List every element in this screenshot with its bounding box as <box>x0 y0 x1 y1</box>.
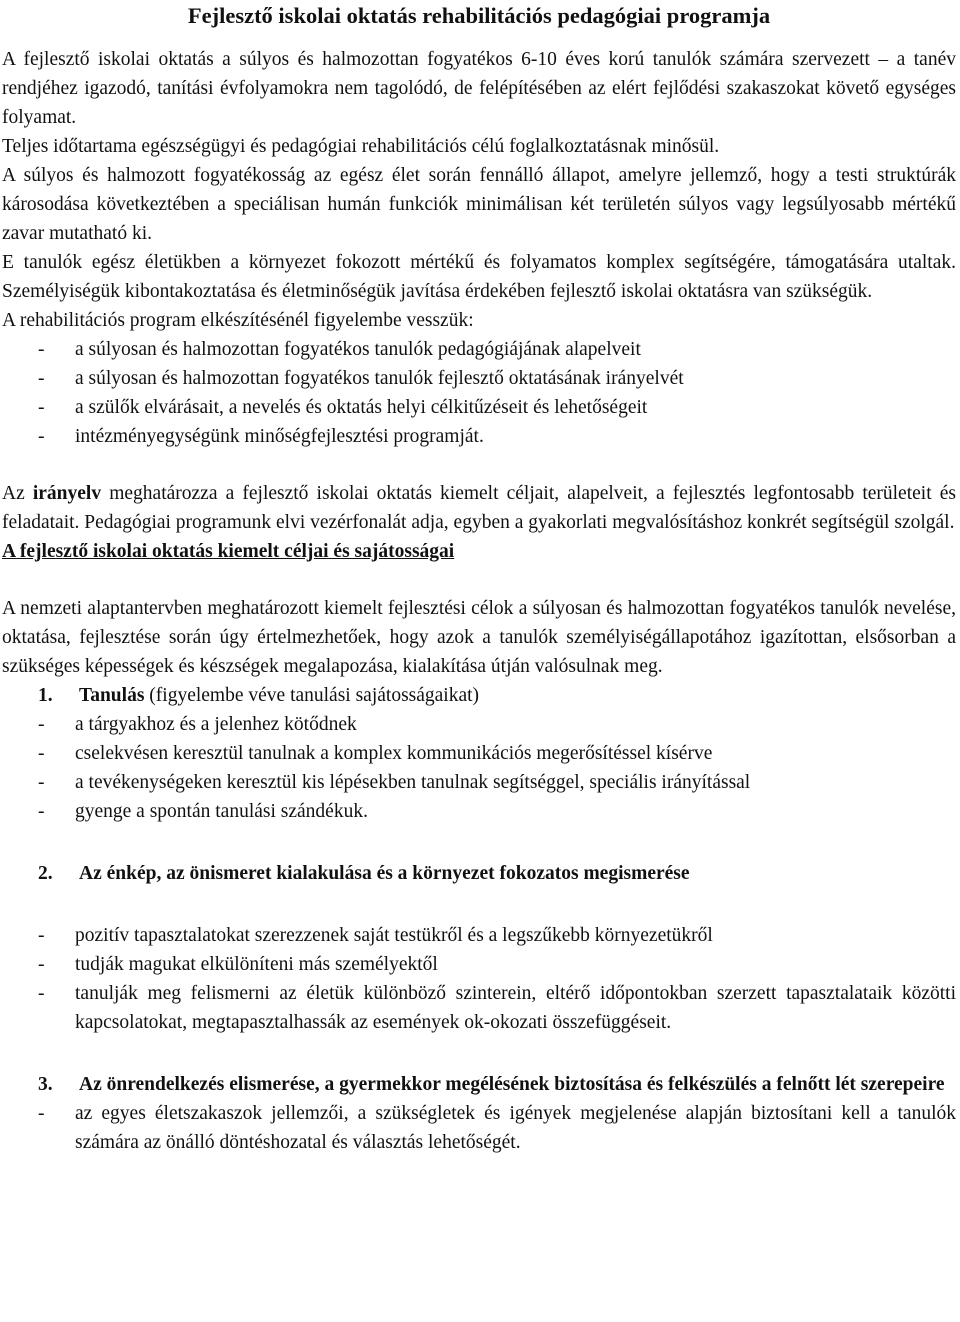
item-heading: Tanulás <box>79 685 145 706</box>
item-heading: Az énkép, az önismeret kialakulása és a környezet fokozatos megismerése <box>79 863 690 884</box>
document-title: Fejlesztő iskolai oktatás rehabilitációs pedagógiai programja <box>187 3 771 28</box>
spacer <box>2 888 956 921</box>
item-number: 2. <box>38 863 53 884</box>
intro-paragraph-5: A rehabilitációs program elkészítésénél figyelembe vesszük: <box>2 310 474 331</box>
spacer <box>2 1037 956 1070</box>
item-heading: Az önrendelkezés elismerése, a gyermekkor megélésének biztosítása és felkészülés a felnőtt lét szerepeire <box>79 1074 945 1095</box>
list-item: - a tárgyakhoz és a jelenhez kötődnek <box>2 710 956 739</box>
intro-paragraph-3: A súlyos és halmozott fogyatékosság az egész élet során fennálló állapot, amelyre jellemző, hogy a testi struktúrák károsodása következtében a speciálisan humán funkciók minimálisan két területén súlyos vagy legsúlyosabb mértékű zavar mutatható ki. <box>2 165 956 244</box>
list-item: - tudják magukat elkülöníteni más személyektől <box>2 950 956 979</box>
spacer <box>2 566 956 594</box>
spacer <box>2 826 956 859</box>
list-item: - pozitív tapasztalatokat szerezzenek saját testükről és a legszűkebb környezetükről <box>2 921 956 950</box>
iranyelv-paragraph <box>2 479 956 537</box>
list-item: - cselekvésen keresztül tanulnak a komplex kommunikációs megerősítéssel kísérve <box>2 739 956 768</box>
intro-paragraph-4: E tanulók egész életükben a környezet fokozott mértékű és folyamatos komplex segítségére, támogatására utaltak. Személyiségük kibontakoztatása és életminőségük javítása érdekében fejlesztő iskolai oktatásra van szükségük. <box>2 252 956 302</box>
self-image-list <box>2 921 956 1037</box>
list-item: - a súlyosan és halmozottan fogyatékos tanulók pedagógiájának alapelveit <box>2 335 956 364</box>
list-item: - a súlyosan és halmozottan fogyatékos tanulók fejlesztő oktatásának irányelvét <box>2 364 956 393</box>
iranyelv-rest: meghatározza a fejlesztő iskolai oktatás kiemelt céljait, alapelveit, a fejlesztés legfontosabb területeit és feladatait. Pedagógiai programunk elvi vezérfonalát adja, egyben a gyakorlati megvalósításhoz konkrét segítségül szolgál. <box>2 483 956 533</box>
intro-paragraph-1: A fejlesztő iskolai oktatás a súlyos és halmozottan fogyatékos 6-10 éves korú tanulók számára szervezett – a tanév rendjéhez igazodó, tanítási évfolyamokra nem tagolódó, de felépítésében az elért fejlődési szakaszokat követő egységes folyamat. <box>2 49 956 128</box>
section-heading: A fejlesztő iskolai oktatás kiemelt céljai és sajátosságai <box>2 541 455 562</box>
list-item: - tanulják meg felismerni az életük különböző szinterein, eltérő időpontokban szerzett tapasztalataik közötti kapcsolatokat, megtapasztalhassák az események ok-okozati összefüggéseit. <box>2 979 956 1037</box>
list-item: - gyenge a spontán tanulási szándékuk. <box>2 797 956 826</box>
considerations-list <box>2 335 956 451</box>
learning-list <box>2 710 956 826</box>
list-item: - a szülők elvárásait, a nevelés és oktatás helyi célkitűzéseit és lehetőségeit <box>2 393 956 422</box>
iranyelv-prefix: Az <box>2 483 33 504</box>
nat-paragraph: A nemzeti alaptantervben meghatározott kiemelt fejlesztési célok a súlyosan és halmozottan fogyatékos tanulók nevelése, oktatása, fejlesztése során úgy értelmezhetőek, hogy azok a tanulók személyiségállapotához igazítottan, elsősorban a szükséges képességek és készségek megalapozása, kialakítása útján valósulnak meg. <box>2 598 956 677</box>
list-item: - a tevékenységeken keresztül kis lépésekben tanulnak segítséggel, speciális irányítással <box>2 768 956 797</box>
item-number: 1. <box>38 685 53 706</box>
list-item: - az egyes életszakaszok jellemzői, a szükségletek és igények megjelenése alapján biztosítani kell a tanulók számára az önálló döntéshozatal és választás lehetőségét. <box>2 1099 956 1157</box>
intro-paragraph-2: Teljes időtartama egészségügyi és pedagógiai rehabilitációs célú foglalkoztatásnak minősül. <box>2 136 720 157</box>
item-number: 3. <box>38 1074 53 1095</box>
self-determination-list <box>2 1099 956 1157</box>
spacer <box>2 451 956 479</box>
numbered-item-1 <box>2 681 956 710</box>
numbered-item-2 <box>2 859 956 888</box>
list-item: - intézményegységünk minőségfejlesztési programját. <box>2 422 956 451</box>
iranyelv-bold: irányelv <box>32 483 102 504</box>
item-heading-rest: (figyelembe véve tanulási sajátosságaikat) <box>144 685 480 706</box>
numbered-item-3 <box>2 1070 956 1099</box>
